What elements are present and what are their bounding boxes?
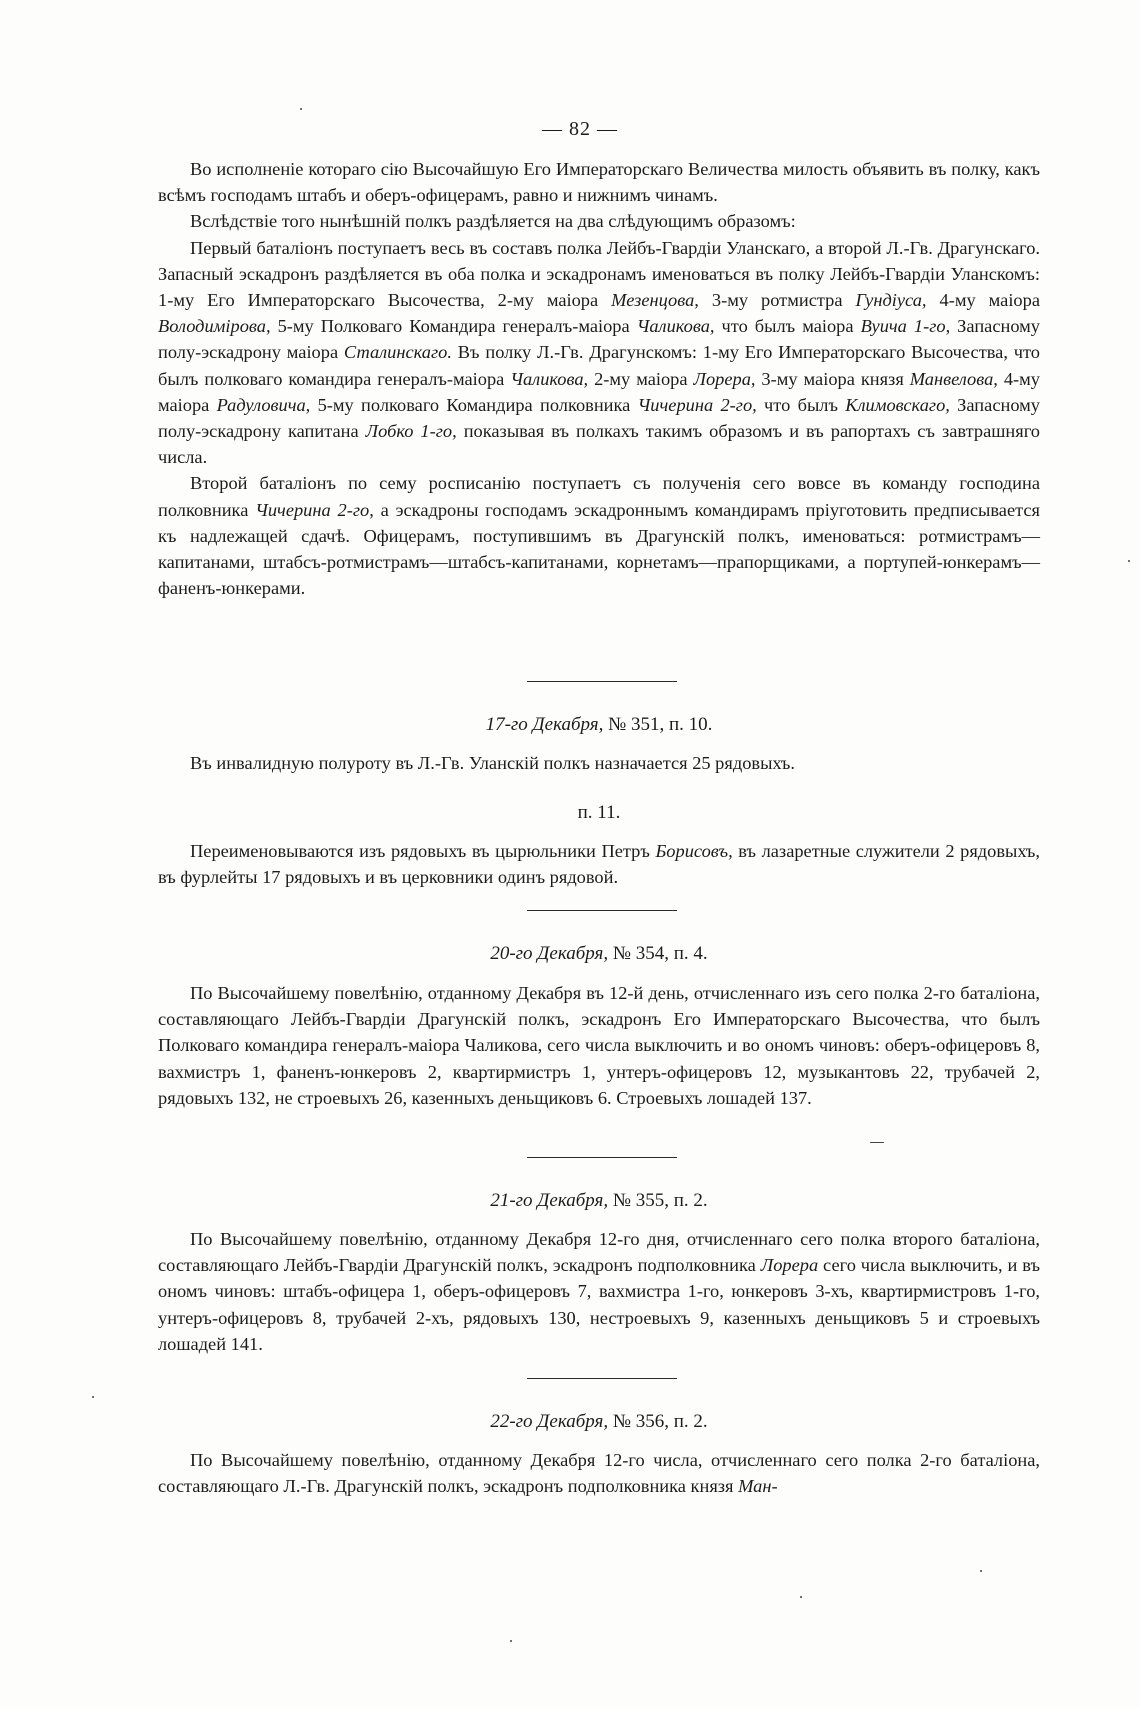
italic-name: Манвелова, bbox=[909, 368, 998, 389]
italic-name: Гундіуса, bbox=[855, 290, 927, 311]
italic-name: Володимірова, bbox=[158, 316, 271, 337]
text-run: Запасному полу-эскадрону капитана bbox=[158, 394, 1040, 442]
text-run: 3-му маіора князя bbox=[755, 368, 910, 389]
italic-name: Чаликова, bbox=[510, 368, 589, 389]
italic-name: Борисовъ, bbox=[655, 841, 733, 861]
paragraph bbox=[158, 1226, 1040, 1357]
text-run: 5-му Полковаго Командира генералъ-маіора bbox=[270, 316, 637, 337]
text-run: Первый баталіонъ поступаетъ весь въ составъ полка Лейбъ-Гвардіи Уланскаго, а второй Л.-Гв. Драгунскаго. Запасный эскадронъ раздѣляется въ оба полка и эскадронамъ именоваться въ полку Лейбъ-Гвардіи Уланскомъ: 1-му Его Императорскаго Высочества, 2-му маіора bbox=[158, 237, 1040, 311]
order-text bbox=[158, 838, 1040, 890]
text-run: сего числа выключить, и въ ономъ чиновъ: штабъ-офицера 1, оберъ-офицеровъ 7, вахмистра 1-го, юнкеровъ 3-хъ, квартирмистровъ 1-го, унтеръ-офицеровъ 8, трубачей 2-хъ, рядовыхъ 130, нестроевыхъ 9, казенныхъ деньщиковъ 5 и строевыхъ лошадей 141. bbox=[158, 1255, 1041, 1354]
order-text bbox=[158, 1226, 1040, 1357]
text-run: Запасному полу-эскадрону маіора bbox=[158, 316, 1041, 363]
order-number: № 351, п. 10. bbox=[608, 714, 713, 735]
order-date: 21-го Декабря, bbox=[490, 1190, 609, 1211]
paragraph: По Высочайшему повелѣнію, отданному Декабря въ 12-й день, отчисленнаго изъ сего полка 2-го баталіона, составляющаго Лейбъ-Гвардіи Драгунскій полкъ, эскадронъ Его Императорскаго Высочества, что былъ Полковаго командира генералъ-маіора Чаликова, сего числа выключить и во ономъ чиновъ: оберъ-офицеровъ 8, вахмистръ 1, фаненъ-юнкеровъ 2, квартирмистръ 1, унтеръ-офицеровъ 12, музыкантовъ 22, трубачей 2, рядовыхъ 132, не строевыхъ 26, казенныхъ деньщиковъ 6. Строевыхъ лошадей 137. bbox=[158, 983, 1040, 1108]
scan-speck bbox=[1128, 560, 1130, 562]
text-run: Въ полку Л.-Гв. Драгунскомъ: 1-му Его Императорскаго Высочества, что былъ полковаго командира генералъ-маіора bbox=[158, 342, 1040, 389]
scan-speck bbox=[870, 1142, 884, 1143]
text-run: 5-му полковаго Командира полковника bbox=[310, 394, 638, 415]
scan-speck bbox=[980, 1570, 982, 1572]
italic-name: Ман- bbox=[738, 1476, 778, 1497]
text-run: 2-му маіора bbox=[588, 368, 694, 389]
scan-speck bbox=[510, 1640, 512, 1642]
order-heading bbox=[158, 712, 1040, 738]
paragraph-text: Вслѣдствіе того нынѣшній полкъ раздѣляется на два слѣдующимъ образомъ: bbox=[190, 211, 796, 232]
text-run: 4-му маіора bbox=[158, 368, 1040, 415]
italic-name: Вуича 1-го, bbox=[860, 316, 951, 337]
italic-name: Мезенцова, bbox=[611, 290, 699, 311]
scan-speck bbox=[800, 1596, 802, 1598]
order-number: № 354, п. 4. bbox=[612, 943, 708, 964]
text-run: Переименовываются изъ рядовыхъ въ цырюльники Петръ bbox=[190, 841, 656, 861]
order-number: п. 11. bbox=[577, 802, 621, 823]
intro-block bbox=[158, 156, 1040, 601]
italic-name: Сталинскаго. bbox=[343, 342, 452, 363]
order-date: 20-го Декабря, bbox=[490, 943, 609, 964]
order-text bbox=[158, 1447, 1040, 1499]
section-divider bbox=[527, 681, 677, 682]
paragraph-text: Во исполненіе котораго сію Высочайшую Его Императорскаго Величества милость объявить въ полку, какъ всѣмъ господамъ штабъ и оберъ-офицерамъ, равно и нижнимъ чинамъ. bbox=[158, 159, 1040, 206]
text-run: 4-му маіора bbox=[926, 290, 1040, 311]
text-run: въ лазаретные служители 2 рядовыхъ, въ фурлейты 17 рядовыхъ и въ церковники одинъ рядовой. bbox=[158, 841, 1040, 888]
order-date: 22-го Декабря, bbox=[490, 1411, 609, 1432]
order-date: 17-го Декабря, bbox=[485, 714, 604, 735]
italic-name: Лобко 1-го, bbox=[365, 421, 457, 442]
paragraph bbox=[158, 208, 1040, 234]
paragraph bbox=[158, 470, 1040, 601]
text-run: что былъ маіора bbox=[714, 316, 861, 337]
page-number: — 82 — bbox=[542, 118, 618, 140]
text-run: показывая въ полкахъ такимъ образомъ и въ рапортахъ съ завтрашняго числа. bbox=[158, 421, 1040, 468]
text-run: Второй баталіонъ по сему росписанію поступаетъ съ полученія сего вовсе въ команду господина полковника bbox=[158, 473, 1040, 520]
italic-name: Чаликова, bbox=[636, 316, 715, 337]
section-divider bbox=[527, 910, 677, 911]
paragraph: Въ инвалидную полуроту въ Л.-Гв. Уланскій полкъ назначается 25 рядовыхъ. bbox=[190, 753, 796, 773]
order-heading bbox=[158, 1188, 1040, 1214]
italic-name: Лорера, bbox=[693, 368, 756, 389]
italic-name: Чичерина 2-го, bbox=[637, 394, 757, 415]
order-text bbox=[158, 750, 1040, 776]
order-number: № 356, п. 2. bbox=[612, 1411, 708, 1432]
section-divider bbox=[527, 1157, 677, 1158]
text-run: По Высочайшему повелѣнію, отданному Декабря 12-го дня, отчисленнаго сего полка второго баталіона, составляющаго Лейбъ-Гвардіи Драгунскій полкъ, эскадронъ подполковника bbox=[158, 1229, 1040, 1276]
paragraph bbox=[158, 156, 1040, 208]
text-run: а эскадроны господамъ эскадроннымъ командирамъ пріуготовить предписывается къ надлежащей сдачѣ. Офицерамъ, поступившимъ въ Драгунскій полкъ, именоваться: ротмистрамъ—капитанами, штабсъ-ротмистрамъ—штабсъ-капитанами, корнетамъ—прапорщиками, а портупей-юнкерамъ—фаненъ-юнкерами. bbox=[158, 499, 1040, 599]
italic-name: Климовскаго, bbox=[845, 394, 950, 415]
section-divider bbox=[527, 1378, 677, 1379]
scan-speck bbox=[300, 108, 302, 110]
order-heading bbox=[158, 941, 1040, 967]
paragraph bbox=[158, 1447, 1040, 1499]
order-subheading bbox=[158, 800, 1040, 826]
order-number: № 355, п. 2. bbox=[612, 1190, 708, 1211]
scan-speck bbox=[92, 1396, 94, 1398]
order-heading bbox=[158, 1409, 1040, 1435]
italic-name: Лорера bbox=[760, 1255, 819, 1276]
paragraph bbox=[158, 235, 1040, 471]
paragraph bbox=[158, 838, 1040, 890]
italic-name: Чичерина 2-го, bbox=[255, 499, 374, 520]
text-run: что былъ bbox=[756, 394, 846, 415]
text-run: По Высочайшему повелѣнію, отданному Декабря 12-го числа, отчисленнаго сего полка 2-го баталіона, составляющаго Л.-Гв. Драгунскій полкъ, эскадронъ подполковника князя bbox=[158, 1450, 1040, 1497]
order-text bbox=[158, 980, 1040, 1111]
italic-name: Радуловича, bbox=[216, 394, 311, 415]
text-run: 3-му ротмистра bbox=[698, 290, 856, 311]
